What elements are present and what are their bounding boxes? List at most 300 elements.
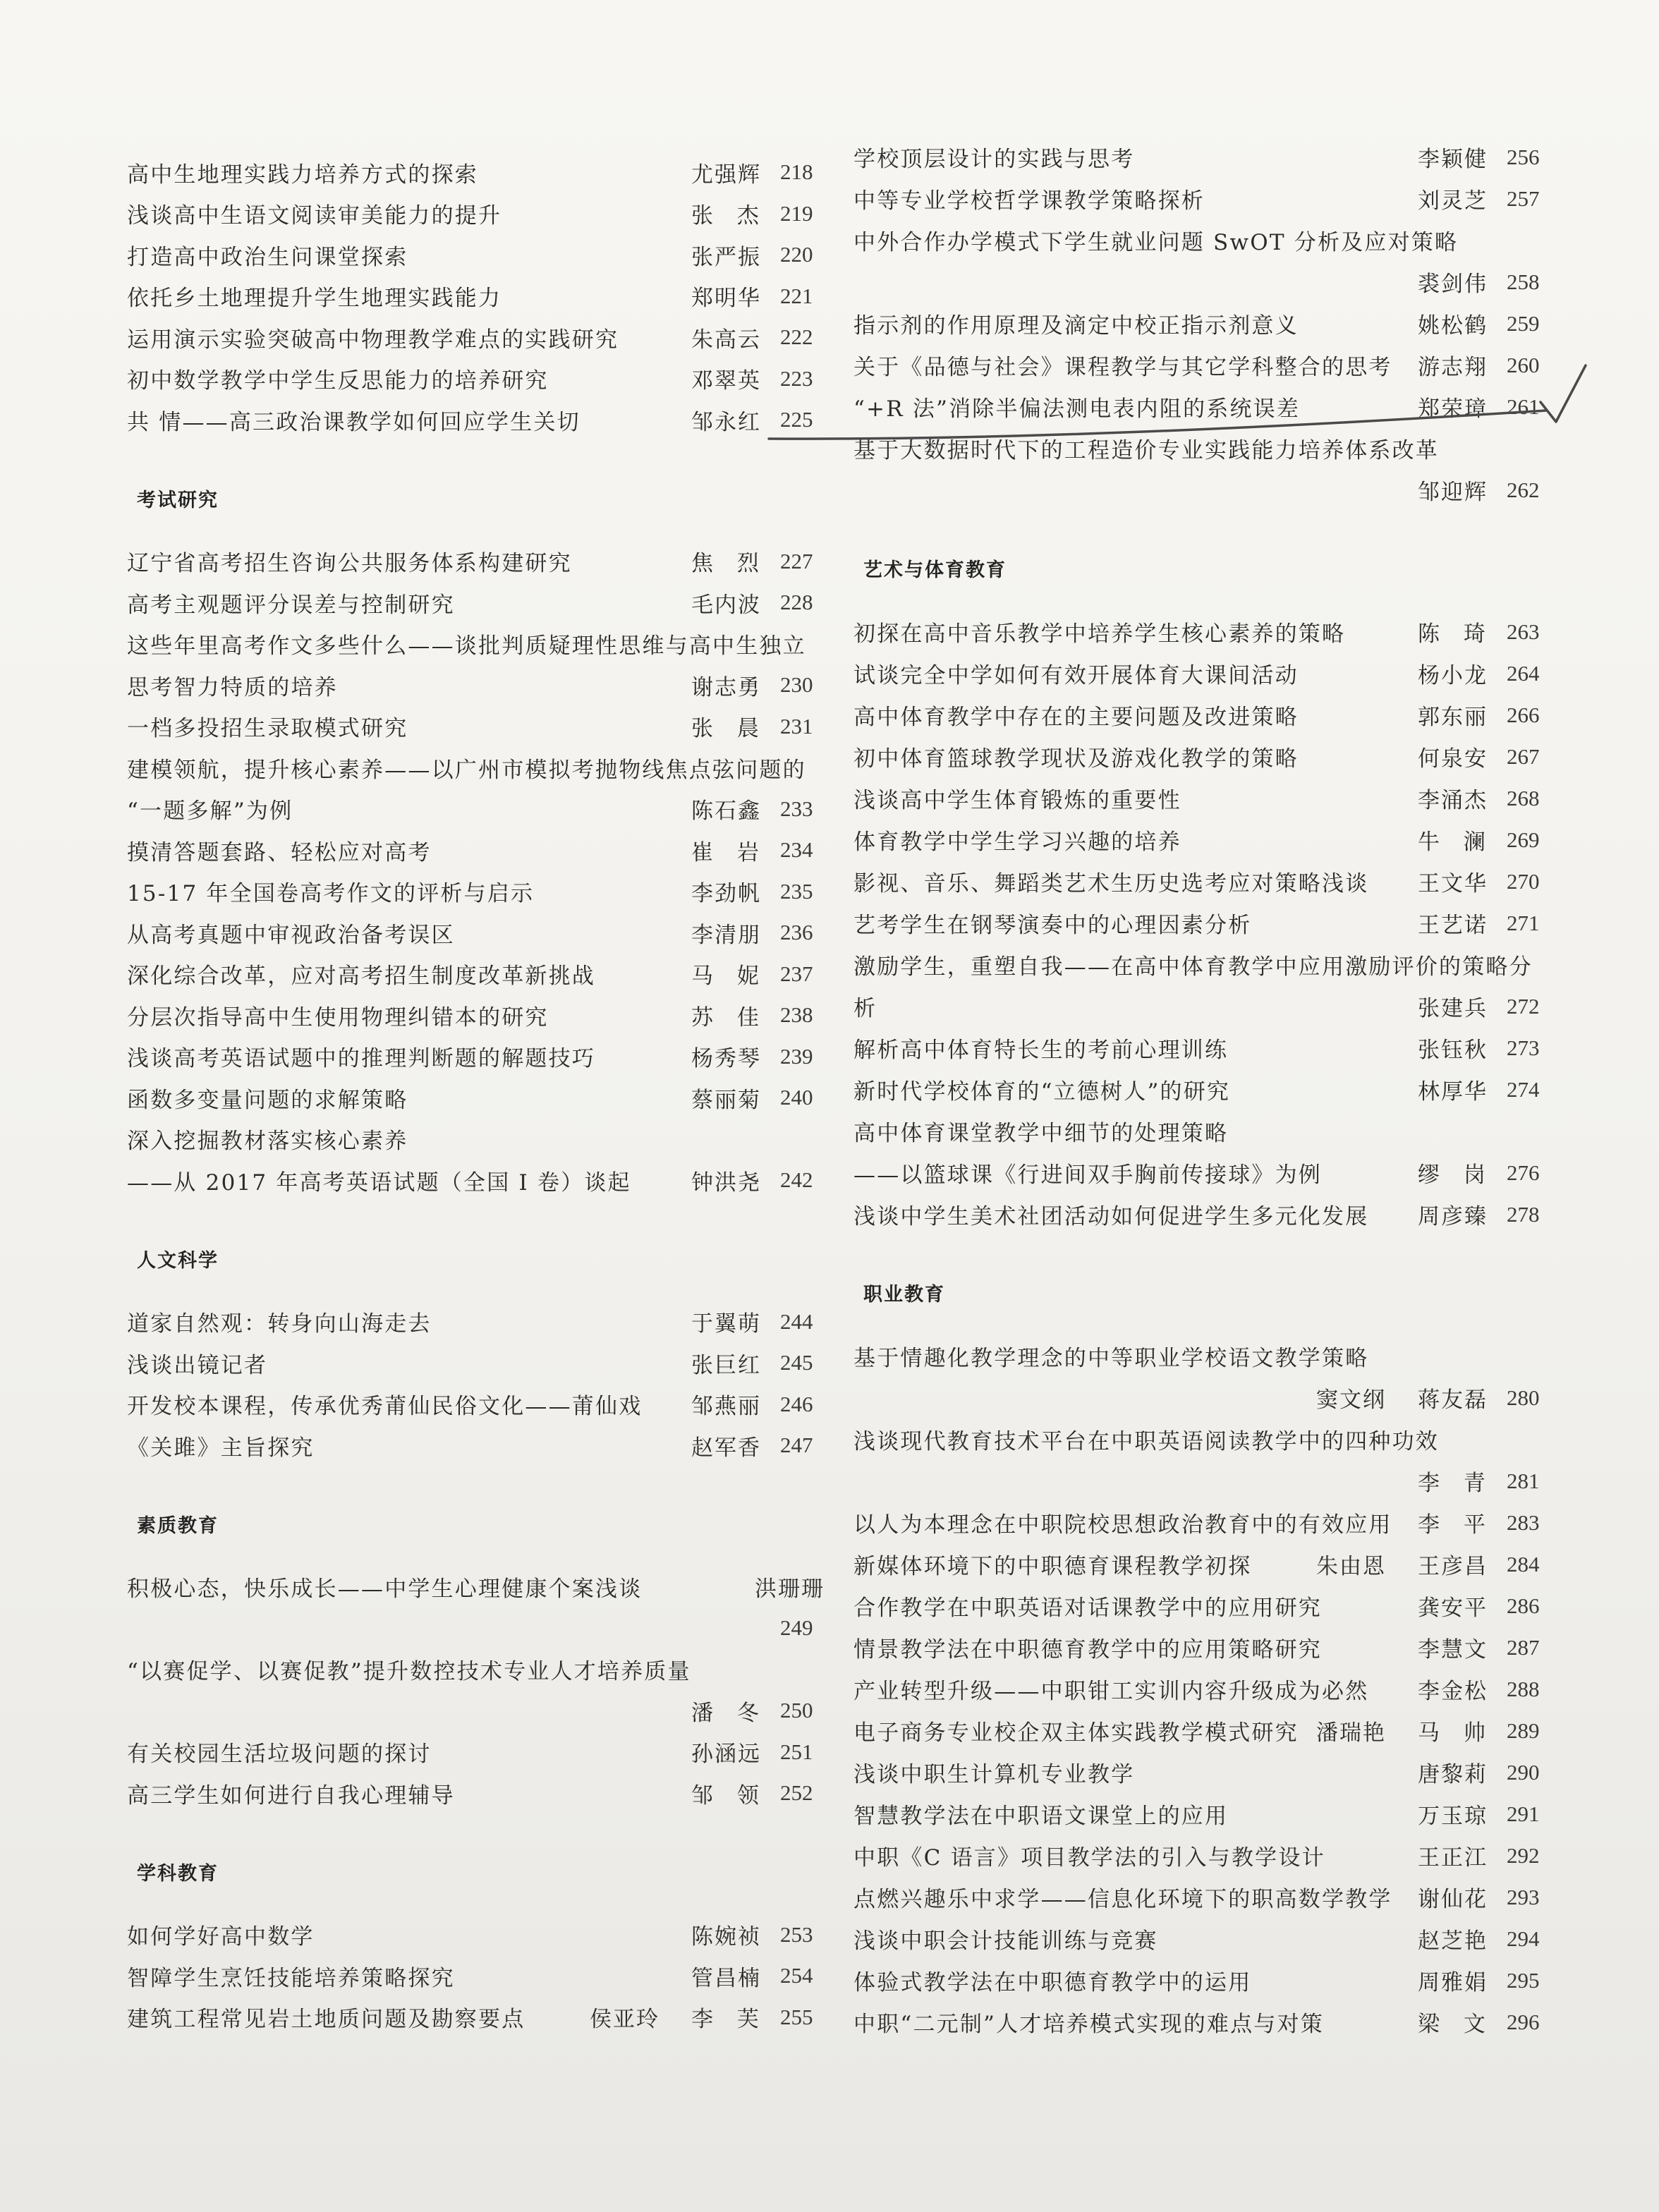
toc-entry	[127, 582, 825, 624]
page-number: 288	[1507, 1676, 1540, 1701]
toc-row	[853, 861, 1552, 902]
entry-title: 以人为本理念在中职院校思想政治教育中的有效应用	[853, 1512, 1392, 1538]
author-name: 赵军香	[691, 1435, 761, 1461]
toc-entry	[853, 1110, 1552, 1193]
page-number: 246	[780, 1391, 813, 1416]
author-name: 尤强辉	[691, 162, 761, 188]
entry-title: 打造高中政治生问课堂探索	[127, 244, 408, 270]
entry-title: 中职《C 语言》项目教学法的引入与教学设计	[853, 1845, 1325, 1871]
page-number: 247	[780, 1433, 813, 1458]
toc-entry	[853, 136, 1552, 178]
page-number: 221	[780, 283, 813, 308]
toc-row	[127, 317, 825, 358]
page-number: 280	[1507, 1385, 1540, 1410]
entry-title: 分层次指导高中生使用物理纠错本的研究	[127, 1004, 549, 1031]
toc-entry	[853, 944, 1552, 1027]
entry-title: 依托乡土地理提升学生地理实践能力	[127, 286, 502, 312]
toc-row	[127, 1773, 825, 1814]
toc-row	[127, 789, 825, 830]
section-heading: 人文科学	[137, 1249, 219, 1272]
entry-authors	[1418, 1840, 1488, 1871]
page-number: 293	[1507, 1884, 1540, 1909]
toc-entry	[127, 317, 825, 358]
author-name: 郭东丽	[1418, 705, 1488, 730]
entry-authors	[691, 958, 762, 990]
author-name: 李 芙	[691, 2007, 760, 2033]
entry-authors	[1418, 1198, 1488, 1230]
entry-authors	[691, 1430, 762, 1462]
toc-row	[853, 652, 1552, 694]
author-name: 张钰秋	[1418, 1038, 1488, 1063]
entry-title: 初中体育篮球教学现状及游戏化教学的策略	[853, 746, 1299, 772]
entry-title: “+R 法”消除半偏法测电表内阻的系统误差	[853, 396, 1301, 422]
entry-title: 积极心态，快乐成长——中学生心理健康个案浅谈	[127, 1576, 643, 1603]
entry-authors	[691, 1388, 762, 1420]
entry-title: 新时代学校体育的“立德树人”的研究	[853, 1079, 1231, 1105]
toc-row	[853, 736, 1552, 777]
page-number: 236	[780, 920, 813, 945]
entry-title: 思考智力特质的培养	[127, 674, 338, 700]
page-number: 227	[780, 548, 813, 573]
entry-authors	[691, 793, 762, 825]
author-name: 邓翠英	[691, 368, 761, 394]
author-name: 潘瑞艳	[1316, 1720, 1386, 1746]
toc-entry	[853, 902, 1552, 944]
toc-entry	[127, 1342, 825, 1384]
entry-title: 解析高中体育特长生的考前心理训练	[853, 1038, 1229, 1063]
toc-entry	[853, 1335, 1552, 1418]
right-column	[853, 136, 1552, 2043]
author-name: 毛内波	[691, 592, 761, 618]
entry-title: 深化综合改革，应对高考招生制度改革新挑战	[127, 964, 595, 990]
toc-entry	[127, 624, 825, 706]
toc-entry	[127, 747, 825, 830]
entry-title: 建模领航，提升核心素养——以广州市模拟考抛物线焦点弦问题的	[127, 757, 806, 783]
entry-authors	[1316, 1548, 1488, 1580]
entry-authors	[691, 669, 762, 701]
toc-entry	[127, 1955, 825, 1997]
entry-authors	[1418, 782, 1488, 814]
entry-title: 中职“二元制”人才培养模式实现的难点与对策	[853, 2012, 1324, 2037]
page-number: 235	[780, 878, 813, 904]
author-name: 管昌楠	[691, 1965, 761, 1991]
entry-authors	[691, 1082, 762, 1114]
page-number: 257	[1507, 186, 1540, 211]
author-name: 杨小龙	[1418, 663, 1488, 688]
entry-title: ——从 2017 年高考英语试题（全国 I 卷）谈起	[127, 1169, 631, 1196]
toc-entry	[853, 1027, 1552, 1069]
toc-row	[853, 1835, 1552, 1876]
entry-authors	[691, 1736, 762, 1768]
page-number: 239	[780, 1043, 813, 1069]
toc-row	[853, 1585, 1552, 1627]
entry-authors	[691, 157, 762, 188]
entry-title: 辽宁省高考招生咨询公共服务体系构建研究	[127, 551, 572, 577]
author-name: 王艺诺	[1418, 913, 1488, 938]
author-name: 蔡丽菊	[691, 1087, 761, 1113]
entry-title: “以赛促学、以赛促教”提升数控技术专业人才培养质量	[127, 1659, 691, 1685]
author-name: 陈石鑫	[691, 798, 761, 825]
entry-authors	[691, 875, 762, 907]
toc-row	[853, 261, 1552, 303]
page-number: 268	[1507, 785, 1540, 810]
toc-entry	[127, 1119, 825, 1201]
entry-authors	[691, 1347, 762, 1379]
page-number: 258	[1507, 269, 1540, 294]
entry-authors	[1316, 1715, 1488, 1746]
entry-authors	[1418, 741, 1488, 772]
entry-title: 有关校园生活垃圾问题的探讨	[127, 1742, 432, 1768]
author-name: 侯亚玲	[590, 2007, 660, 2033]
page-number: 283	[1507, 1509, 1540, 1535]
entry-title: 浅谈中职生计算机专业教学	[853, 1762, 1135, 1787]
author-name: 崔 岩	[691, 839, 760, 865]
entry-title: 点燃兴趣乐中求学——信息化环境下的职高数学教学	[853, 1887, 1392, 1912]
page-number: 254	[780, 1963, 813, 1988]
author-name: 郑荣璋	[1418, 396, 1488, 422]
entry-authors	[691, 322, 762, 353]
author-name: 何泉安	[1418, 746, 1488, 772]
author-name: 焦 烈	[691, 551, 760, 577]
entry-authors	[691, 1306, 762, 1337]
entry-title: 新媒体环境下的中职德育课程教学初探	[853, 1554, 1252, 1579]
entry-authors	[1418, 1507, 1488, 1538]
entry-authors	[1418, 1032, 1488, 1064]
page-number: 220	[780, 242, 813, 267]
page-number: 250	[780, 1698, 813, 1723]
toc-entry	[127, 1914, 825, 1956]
entry-authors	[691, 999, 762, 1031]
page-number: 276	[1507, 1160, 1540, 1185]
author-name: 周雅娟	[1418, 1970, 1488, 1995]
page-number: 255	[780, 2004, 813, 2029]
entry-title: 体育教学中学生学习兴趣的培养	[853, 830, 1181, 855]
section-heading: 艺术与体育教育	[863, 559, 1007, 581]
entry-authors	[755, 1571, 825, 1603]
toc-entry	[127, 871, 825, 913]
page-number: 228	[780, 590, 813, 615]
toc-entry	[853, 1418, 1552, 1502]
entry-title: 产业转型升级——中职钳工实训内容升级成为必然	[853, 1679, 1369, 1704]
author-name: 马 妮	[691, 964, 760, 990]
toc-entry	[853, 2001, 1552, 2043]
entry-authors	[691, 363, 762, 394]
author-name: 缪 岗	[1418, 1162, 1487, 1188]
entry-authors	[1418, 1631, 1488, 1663]
author-name: 潘 冬	[691, 1700, 760, 1726]
toc-row	[127, 624, 825, 665]
entry-title: 基于大数据时代下的工程造价专业实践能力培养体系改革	[853, 438, 1439, 463]
toc-entry	[853, 1069, 1552, 1110]
author-name: 郑明华	[691, 286, 761, 312]
entry-title: 影视、音乐、舞蹈类艺术生历史选考应对策略浅谈	[853, 871, 1369, 897]
entry-title: 中等专业学校哲学课教学策略探析	[853, 188, 1205, 214]
page-number: 270	[1507, 868, 1540, 894]
author-name: 林厚华	[1418, 1079, 1488, 1105]
toc-entry	[853, 1918, 1552, 1959]
page-number: 230	[780, 672, 813, 698]
entry-authors	[691, 1960, 762, 1992]
author-name: 邹永红	[691, 409, 761, 435]
entry-authors	[1418, 1074, 1488, 1105]
toc-row	[127, 582, 825, 624]
toc-entry	[127, 193, 825, 235]
page-number: 231	[780, 713, 813, 739]
toc-row	[853, 1543, 1552, 1585]
toc-entry	[853, 427, 1552, 511]
toc-entry	[127, 1567, 825, 1649]
toc-row	[853, 1193, 1552, 1235]
entry-authors	[691, 834, 762, 866]
toc-entry	[853, 219, 1552, 303]
toc-row	[853, 1502, 1552, 1543]
author-name: 杨秀琴	[691, 1046, 761, 1072]
entry-title: 电子商务专业校企双主体实践教学模式研究	[853, 1720, 1299, 1746]
entry-title: 关于《品德与社会》课程教学与其它学科整合的思考	[853, 355, 1392, 380]
entry-authors	[691, 239, 762, 271]
section-heading: 职业教育	[863, 1284, 945, 1306]
toc-entry	[127, 830, 825, 871]
page-number: 266	[1507, 702, 1540, 727]
toc-row	[127, 912, 825, 954]
entry-title: 建筑工程常见岩土地质问题及勘察要点	[127, 2007, 525, 2033]
toc-entry	[127, 912, 825, 954]
entry-title: 学校顶层设计的实践与思考	[853, 147, 1135, 172]
entry-title: 高考主观题评分误差与控制研究	[127, 592, 455, 618]
author-name: 邹 领	[691, 1782, 760, 1809]
author-name: 李清朋	[691, 922, 761, 948]
toc-row	[127, 954, 825, 995]
toc-entry	[853, 178, 1552, 219]
entry-authors	[1418, 1964, 1488, 1996]
toc-entry	[127, 1732, 825, 1773]
toc-section	[853, 1275, 1552, 2043]
page-number: 253	[780, 1921, 813, 1947]
author-name: 刘灵芝	[1418, 188, 1488, 214]
toc-entry	[127, 234, 825, 276]
page-number: 234	[780, 837, 813, 863]
page-number: 291	[1507, 1801, 1540, 1826]
entry-title: ——以篮球课《行进间双手胸前传接球》为例	[853, 1162, 1322, 1188]
toc-entry	[853, 611, 1552, 652]
toc-section	[127, 1241, 825, 1466]
toc-row	[853, 469, 1552, 511]
toc-entry	[127, 276, 825, 317]
entry-title: 从高考真题中审视政治备考误区	[127, 922, 455, 948]
toc-row	[853, 1710, 1552, 1751]
entry-authors	[691, 545, 762, 577]
toc-row	[127, 1384, 825, 1426]
page-number: 261	[1507, 394, 1540, 419]
toc-row	[853, 178, 1552, 219]
page-number: 264	[1507, 660, 1540, 686]
toc-row	[853, 1876, 1552, 1918]
author-name: 马 帅	[1418, 1720, 1487, 1746]
entry-title: 高中体育课堂教学中细节的处理策略	[853, 1121, 1229, 1146]
toc-row	[127, 1914, 825, 1956]
page-number: 219	[780, 200, 813, 226]
entry-authors	[1418, 1465, 1488, 1497]
author-name: 李 平	[1418, 1512, 1487, 1538]
author-name: 游志翔	[1418, 355, 1488, 380]
entry-authors	[1418, 1673, 1488, 1705]
page-number: 244	[780, 1308, 813, 1334]
toc-row	[853, 1793, 1552, 1835]
toc-row	[127, 1119, 825, 1160]
toc-section	[853, 136, 1552, 511]
toc-entry	[127, 1301, 825, 1343]
toc-entry	[853, 1835, 1552, 1876]
author-name: 李慧文	[1418, 1637, 1488, 1663]
author-name: 朱高云	[691, 327, 761, 353]
entry-title: 浅谈高考英语试题中的推理判断题的解题技巧	[127, 1046, 595, 1072]
toc-row	[127, 1608, 825, 1649]
entry-authors	[1418, 824, 1488, 856]
page-number: 287	[1507, 1634, 1540, 1660]
page-number: 238	[780, 1002, 813, 1028]
page-number: 223	[780, 365, 813, 391]
toc-row	[127, 664, 825, 706]
toc-row	[127, 871, 825, 913]
toc-entry	[853, 1502, 1552, 1543]
toc-section	[127, 152, 825, 441]
page-number: 289	[1507, 1718, 1540, 1743]
entry-title: 智障学生烹饪技能培养策略探究	[127, 1965, 455, 1991]
author-name: 龚安平	[1418, 1596, 1488, 1621]
toc-section	[127, 1854, 825, 2038]
page-number: 260	[1507, 352, 1540, 377]
toc-entry	[127, 1384, 825, 1426]
page-number: 296	[1507, 2009, 1540, 2034]
entry-title: 高中生地理实践力培养方式的探索	[127, 162, 478, 188]
entry-title: 激励学生，重塑自我——在高中体育教学中应用激励评价的策略分	[853, 954, 1533, 980]
toc-entry	[853, 1876, 1552, 1918]
toc-entry	[853, 1668, 1552, 1710]
entry-title: 体验式教学法在中职德育教学中的运用	[853, 1970, 1252, 1995]
author-name: 窦文纲	[1316, 1387, 1386, 1413]
page-number: 269	[1507, 827, 1540, 852]
author-name: 陈 琦	[1418, 621, 1487, 647]
entry-authors	[1418, 183, 1488, 214]
author-name: 王彦昌	[1418, 1554, 1488, 1579]
toc-row	[853, 944, 1552, 985]
page-number: 245	[780, 1350, 813, 1375]
entry-authors	[691, 198, 762, 229]
toc-row	[853, 819, 1552, 861]
author-name: 梁 文	[1418, 2012, 1487, 2037]
toc-row	[127, 1649, 825, 1691]
toc-row	[853, 694, 1552, 736]
entry-title: 高三学生如何进行自我心理辅导	[127, 1782, 455, 1809]
entry-authors	[691, 1695, 762, 1727]
author-name: 朱由恩	[1316, 1554, 1386, 1579]
toc-row	[853, 303, 1552, 344]
toc-entry	[853, 694, 1552, 736]
toc-entry	[853, 1959, 1552, 2001]
toc-row	[853, 985, 1552, 1027]
entry-title: 基于情趣化教学理念的中等职业学校语文教学策略	[853, 1346, 1369, 1371]
author-name: 钟洪尧	[691, 1169, 761, 1196]
left-column	[127, 152, 825, 2038]
entry-authors	[691, 1919, 762, 1950]
author-name: 张严振	[691, 244, 761, 270]
page-number: 225	[780, 407, 813, 432]
toc-row	[853, 1335, 1552, 1377]
toc-entry	[127, 541, 825, 583]
entry-title: 一档多投招生录取模式研究	[127, 716, 408, 742]
entry-title: 浅谈现代教育技术平台在中职英语阅读教学中的四种功效	[853, 1429, 1439, 1454]
toc-entry	[853, 344, 1552, 386]
author-name: 洪珊珊	[755, 1576, 825, 1603]
author-name: 蒋友磊	[1418, 1387, 1488, 1413]
author-name: 李颖健	[1418, 147, 1488, 172]
toc-row	[853, 611, 1552, 652]
toc-row	[853, 1418, 1552, 1460]
entry-authors	[1418, 907, 1488, 939]
page-number: 284	[1507, 1551, 1540, 1576]
toc-row	[853, 1460, 1552, 1502]
page-number: 290	[1507, 1759, 1540, 1785]
toc-row	[127, 1077, 825, 1119]
toc-row	[127, 995, 825, 1036]
toc-entry	[853, 386, 1552, 427]
toc-section	[853, 550, 1552, 1235]
toc-row	[127, 1301, 825, 1343]
entry-title: 智慧教学法在中职语文课堂上的应用	[853, 1804, 1229, 1829]
page-number: 222	[780, 324, 813, 350]
toc-entry	[127, 954, 825, 995]
toc-row	[853, 1959, 1552, 2001]
toc-entry	[853, 1627, 1552, 1668]
toc-row	[853, 1110, 1552, 1152]
author-name: 王正江	[1418, 1845, 1488, 1871]
author-name: 谢志勇	[691, 674, 761, 700]
page-number: 295	[1507, 1967, 1540, 1993]
toc-row	[127, 399, 825, 441]
toc-row	[127, 830, 825, 871]
entry-authors	[691, 280, 762, 312]
author-name: 李 青	[1418, 1471, 1487, 1496]
entry-authors	[691, 917, 762, 949]
page-number: 240	[780, 1085, 813, 1110]
entry-title: 浅谈高中生语文阅读审美能力的提升	[127, 203, 502, 229]
author-name: 周彦臻	[1418, 1204, 1488, 1229]
entry-title: 浅谈中学生美术社团活动如何促进学生多元化发展	[853, 1204, 1369, 1229]
toc-entry	[127, 995, 825, 1036]
author-name: 张建兵	[1418, 996, 1488, 1021]
toc-row	[853, 902, 1552, 944]
toc-entry	[127, 1425, 825, 1466]
page-number: 294	[1507, 1926, 1540, 1951]
toc-row	[127, 1036, 825, 1078]
toc-entry	[127, 152, 825, 193]
entry-authors	[691, 587, 762, 619]
page-number: 292	[1507, 1842, 1540, 1868]
toc-section	[127, 1506, 825, 1814]
toc-row	[853, 427, 1552, 469]
entry-title: 共 情——高三政治课教学如何回应学生关切	[127, 409, 581, 435]
entry-authors	[1418, 699, 1488, 731]
entry-title: 如何学好高中数学	[127, 1924, 315, 1950]
author-name: 张 杰	[691, 203, 760, 229]
entry-title: 浅谈高中学生体育锻炼的重要性	[853, 788, 1181, 813]
author-name: 李劲帆	[691, 881, 761, 907]
author-name: 牛 澜	[1418, 830, 1487, 855]
entry-authors	[1418, 474, 1488, 506]
entry-authors	[1418, 865, 1488, 897]
author-name: 谢仙花	[1418, 1887, 1488, 1912]
toc-entry	[853, 1793, 1552, 1835]
